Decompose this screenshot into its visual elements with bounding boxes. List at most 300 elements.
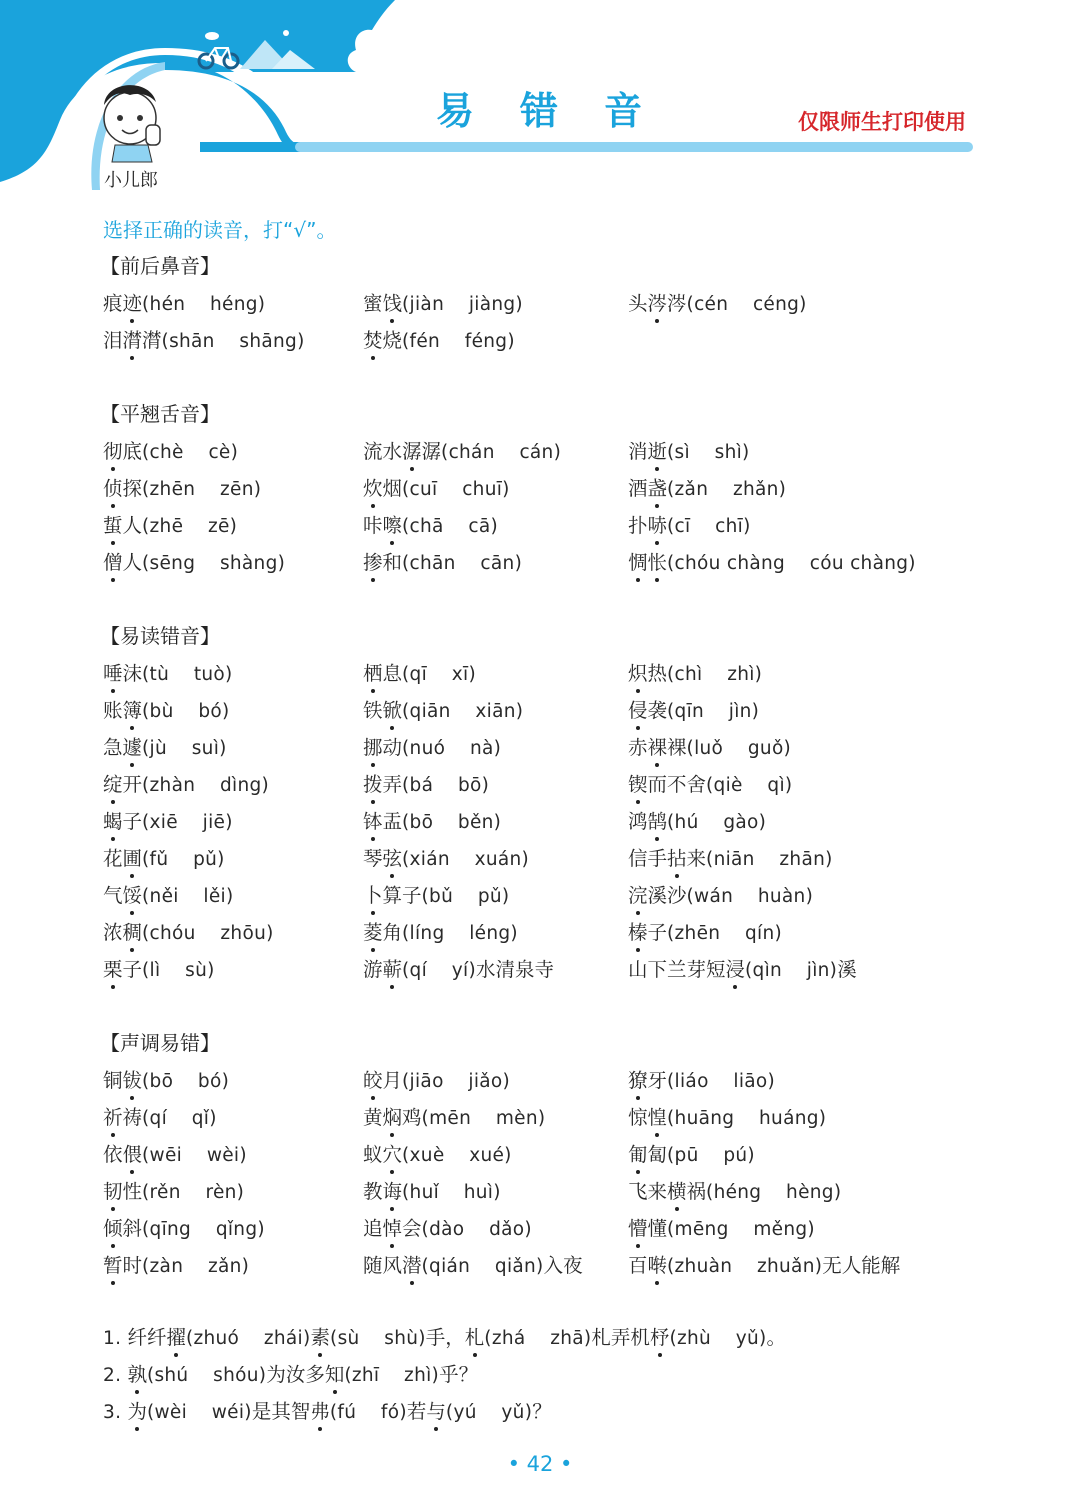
- pinyin-options: (chì zhì): [667, 664, 763, 685]
- word-text: 月: [382, 1069, 403, 1092]
- word-text: 急: [103, 736, 123, 759]
- pronunciation-item[interactable]: [628, 1250, 900, 1278]
- exercise-row: [0, 954, 1080, 991]
- section-title: 【平翘舌音】: [100, 402, 220, 426]
- pinyin-options: (nuó nà): [402, 738, 502, 759]
- pronunciation-item[interactable]: [103, 880, 234, 908]
- dotted-character: 祈: [103, 1106, 123, 1129]
- word-text: 懂: [647, 1217, 668, 1240]
- word-text: 来: [686, 847, 707, 870]
- pinyin-options: (mēng měng): [667, 1219, 815, 1240]
- pronunciation-item[interactable]: [363, 917, 518, 945]
- dotted-character: 匍: [628, 1143, 648, 1166]
- pinyin-options: (liáo liāo): [667, 1071, 776, 1092]
- dotted-character: 擢: [166, 1326, 186, 1349]
- dotted-character: 弗: [310, 1400, 330, 1423]
- word-text: 性: [122, 1180, 143, 1203]
- pronunciation-item[interactable]: [363, 769, 489, 797]
- dotted-character: 獠: [628, 1069, 648, 1092]
- pronunciation-item[interactable]: [363, 1065, 510, 1093]
- dotted-character: 蜇: [103, 514, 123, 537]
- watermark-label: 仅限师生打印使用: [798, 110, 966, 134]
- word-text: 咔: [363, 514, 383, 537]
- word-text: 气: [103, 884, 123, 907]
- pinyin-options: (huǐ huì): [402, 1182, 501, 1203]
- pronunciation-item[interactable]: [103, 1139, 247, 1167]
- dotted-character: 为: [127, 1400, 147, 1423]
- pronunciation-item[interactable]: [628, 954, 857, 982]
- pronunciation-item[interactable]: [103, 436, 238, 464]
- exercise-row: [0, 880, 1080, 917]
- dotted-character: 裸: [647, 736, 668, 759]
- word-text: 铜: [103, 1069, 123, 1092]
- pronunciation-item[interactable]: [103, 732, 227, 760]
- pronunciation-item[interactable]: [363, 325, 515, 353]
- pronunciation-item[interactable]: [363, 954, 554, 982]
- exercise-row: [0, 473, 1080, 510]
- pinyin-options: (fú fó): [329, 1402, 407, 1423]
- pronunciation-item[interactable]: [628, 769, 792, 797]
- word-text: 琴: [363, 847, 383, 870]
- pinyin-options: (chè cè): [142, 442, 239, 463]
- exercise-row: [0, 1250, 1080, 1287]
- word-text: 水清泉寺: [475, 958, 554, 981]
- word-text: 弄: [382, 773, 403, 796]
- word-text: 角: [382, 921, 403, 944]
- pinyin-options: (chān cān): [402, 553, 523, 574]
- exercise-row: [0, 288, 1080, 325]
- word-text: 匐: [647, 1143, 668, 1166]
- pinyin-options: (zàn zǎn): [142, 1256, 250, 1277]
- word-text: 鸿: [628, 810, 648, 833]
- pinyin-options: (chóu chàng cóu chàng): [667, 553, 916, 574]
- pinyin-options: (xiē jiē): [142, 812, 233, 833]
- pinyin-options: (xuè xué): [402, 1145, 512, 1166]
- exercise-row: [0, 1213, 1080, 1250]
- pinyin-options: (chóu zhōu): [142, 923, 274, 944]
- word-text: 子: [122, 810, 143, 833]
- word-text: 祸: [686, 1180, 707, 1203]
- word-text: 入夜: [543, 1254, 583, 1277]
- pronunciation-item[interactable]: [628, 1102, 826, 1130]
- word-text: 惊: [628, 1106, 648, 1129]
- sentence-text: 乎？: [439, 1363, 479, 1386]
- dotted-character: 怅: [647, 551, 668, 574]
- pronunciation-item[interactable]: [103, 547, 285, 575]
- word-text: 烟: [382, 477, 403, 500]
- word-text: 牙: [647, 1069, 668, 1092]
- pronunciation-item[interactable]: [363, 510, 498, 538]
- pinyin-options: (qìn jìn): [745, 960, 838, 981]
- pinyin-options: (sēng shàng): [142, 553, 286, 574]
- sentence-text: ？: [532, 1400, 552, 1423]
- dotted-character: 逝: [647, 440, 668, 463]
- pronunciation-item[interactable]: [363, 436, 561, 464]
- word-text: 和: [382, 551, 403, 574]
- word-text: 底: [122, 440, 143, 463]
- pinyin-options: (zhēn qín): [667, 923, 783, 944]
- word-text: 信手: [628, 847, 668, 870]
- pinyin-options: (jiàn jiàng): [402, 294, 523, 315]
- sentence-number: 1.: [103, 1328, 128, 1349]
- sentence-item[interactable]: [103, 1322, 786, 1350]
- dotted-character: 暂: [103, 1254, 123, 1277]
- dotted-character: 知: [324, 1363, 345, 1386]
- dotted-character: 嚓: [382, 514, 403, 537]
- word-text: 算子: [382, 884, 422, 907]
- pronunciation-item[interactable]: [103, 695, 230, 723]
- dotted-character: 弦: [382, 847, 403, 870]
- word-text: 百: [628, 1254, 648, 1277]
- pronunciation-item[interactable]: [103, 325, 305, 353]
- word-text: 无人能解: [822, 1254, 901, 1277]
- pinyin-options: (zhuó zhái): [185, 1328, 311, 1349]
- pronunciation-item[interactable]: [363, 547, 522, 575]
- word-text: 飞来: [628, 1180, 668, 1203]
- dotted-character: 圃: [122, 847, 143, 870]
- dotted-character: 僧: [103, 551, 123, 574]
- pinyin-options: (wèi wéi): [146, 1402, 252, 1423]
- sentence-text: 手，: [425, 1326, 465, 1349]
- pinyin-options: (qiān xiān): [402, 701, 524, 722]
- word-text: 人: [122, 551, 143, 574]
- pinyin-options: (héng hèng): [706, 1182, 842, 1203]
- word-text: 烧: [382, 329, 403, 352]
- pinyin-options: (tù tuò): [142, 664, 233, 685]
- pronunciation-item[interactable]: [103, 1213, 265, 1241]
- pinyin-options: (qiè qì): [706, 775, 793, 796]
- pronunciation-item[interactable]: [628, 843, 833, 871]
- word-text: 账: [103, 699, 123, 722]
- pronunciation-item[interactable]: [628, 695, 759, 723]
- exercise-row: [0, 510, 1080, 547]
- dotted-character: 焚: [363, 329, 383, 352]
- section-title: 【前后鼻音】: [100, 254, 220, 278]
- pronunciation-item[interactable]: [363, 806, 501, 834]
- dotted-character: 穴: [382, 1143, 403, 1166]
- pronunciation-item[interactable]: [363, 843, 529, 871]
- pronunciation-item[interactable]: [628, 917, 782, 945]
- pronunciation-item[interactable]: [103, 658, 233, 686]
- dotted-character: 菱: [363, 921, 383, 944]
- dotted-character: 侦: [103, 477, 123, 500]
- dotted-character: 惶: [647, 1106, 668, 1129]
- sentence-text: 纤纤: [127, 1326, 167, 1349]
- exercise-row: [0, 1139, 1080, 1176]
- pronunciation-item[interactable]: [628, 436, 750, 464]
- pinyin-options: (bǔ pǔ): [421, 886, 510, 907]
- pronunciation-item[interactable]: [103, 1102, 217, 1130]
- page-header: [0, 0, 1080, 200]
- pronunciation-item[interactable]: [628, 547, 916, 575]
- exercise-row: [0, 843, 1080, 880]
- pinyin-options: (zhēn zēn): [142, 479, 262, 500]
- dotted-character: 皎: [363, 1069, 383, 1092]
- pinyin-options: (zhàn dìng): [142, 775, 270, 796]
- dotted-character: 饯: [382, 292, 403, 315]
- word-text: 袭: [647, 699, 668, 722]
- exercise-row: [0, 695, 1080, 732]
- dotted-character: 惆: [628, 551, 648, 574]
- pinyin-options: (bù bó): [142, 701, 230, 722]
- pinyin-options: (luǒ guǒ): [686, 738, 792, 759]
- pinyin-options: (fǔ pǔ): [142, 849, 225, 870]
- dotted-character: 盏: [647, 477, 668, 500]
- dotted-character: 钵: [363, 810, 383, 833]
- word-text: 消: [628, 440, 648, 463]
- pronunciation-item[interactable]: [628, 510, 751, 538]
- dotted-character: 哧: [647, 514, 668, 537]
- pinyin-options: (yú yǔ): [445, 1402, 533, 1423]
- word-text: 追: [363, 1217, 383, 1240]
- word-text: 息: [382, 662, 403, 685]
- pronunciation-item[interactable]: [363, 288, 523, 316]
- exercise-row: [0, 436, 1080, 473]
- dotted-character: 悼: [382, 1217, 403, 1240]
- pinyin-options: (fén féng): [402, 331, 515, 352]
- dotted-character: 栖: [363, 662, 383, 685]
- sentence-number: 2.: [103, 1365, 128, 1386]
- dotted-character: 涔: [647, 292, 668, 315]
- pinyin-options: (qián qiǎn): [421, 1256, 544, 1277]
- pinyin-options: (líng léng): [402, 923, 518, 944]
- word-text: 蚁: [363, 1143, 383, 1166]
- word-text: 子: [647, 921, 668, 944]
- dotted-character: 孰: [127, 1363, 147, 1386]
- dotted-character: 馁: [122, 884, 143, 907]
- exercise-row: [0, 732, 1080, 769]
- pinyin-options: (hú gào): [667, 812, 767, 833]
- pinyin-options: (qí qǐ): [142, 1108, 217, 1129]
- pinyin-options: (zhī zhì): [344, 1365, 440, 1386]
- dotted-character: 拈: [667, 847, 687, 870]
- word-text: 沫: [122, 662, 143, 685]
- word-text: 潺: [421, 440, 442, 463]
- dotted-character: 掺: [363, 551, 383, 574]
- word-text: 蜜: [363, 292, 383, 315]
- dotted-character: 彻: [103, 440, 123, 463]
- pinyin-options: (zǎn zhǎn): [667, 479, 787, 500]
- sentence-text: 札弄机: [591, 1326, 650, 1349]
- dotted-character: 绽: [103, 773, 123, 796]
- pinyin-options: (qī xī): [402, 664, 476, 685]
- word-text: 热: [647, 662, 668, 685]
- pinyin-options: (lì sù): [142, 960, 215, 981]
- pinyin-options: (bō běn): [402, 812, 502, 833]
- dotted-character: 横: [667, 1180, 687, 1203]
- word-text: 痕: [103, 292, 123, 315]
- pinyin-options: (qí yí): [402, 960, 476, 981]
- dotted-character: 焖: [382, 1106, 403, 1129]
- pinyin-options: (shān shāng): [161, 331, 305, 352]
- pronunciation-item[interactable]: [628, 1213, 815, 1241]
- pronunciation-item[interactable]: [363, 1176, 501, 1204]
- pinyin-options: (zhá zhā): [484, 1328, 592, 1349]
- pronunciation-item[interactable]: [103, 1250, 249, 1278]
- word-text: 流水: [363, 440, 403, 463]
- pronunciation-item[interactable]: [103, 288, 265, 316]
- dotted-character: 钹: [122, 1069, 143, 1092]
- dotted-character: 韧: [103, 1180, 123, 1203]
- pronunciation-item[interactable]: [103, 806, 233, 834]
- word-text: 斜: [122, 1217, 143, 1240]
- pronunciation-item[interactable]: [103, 510, 237, 538]
- word-text: 随风: [363, 1254, 403, 1277]
- pronunciation-item[interactable]: [103, 954, 215, 982]
- dotted-character: 札: [464, 1326, 485, 1349]
- word-text: 花: [103, 847, 123, 870]
- pinyin-options: (qīng qǐng): [142, 1219, 265, 1240]
- instruction-text: 选择正确的读音，打“√”。: [103, 218, 337, 242]
- sentence-text: 为汝多: [266, 1363, 325, 1386]
- pinyin-options: (cī chī): [667, 516, 751, 537]
- exercise-row: [0, 1102, 1080, 1139]
- dotted-character: 偎: [122, 1143, 143, 1166]
- pronunciation-item[interactable]: [628, 806, 766, 834]
- dotted-character: 啭: [647, 1254, 668, 1277]
- dotted-character: 锲: [628, 773, 648, 796]
- word-text: 探: [122, 477, 143, 500]
- pronunciation-item[interactable]: [103, 1065, 229, 1093]
- exercise-row: [0, 658, 1080, 695]
- dotted-character: 懵: [628, 1217, 648, 1240]
- pinyin-options: (zhù yǔ): [669, 1328, 767, 1349]
- dotted-character: 炊: [363, 477, 383, 500]
- word-text: 而不舍: [647, 773, 707, 796]
- sentence-item[interactable]: [103, 1396, 552, 1424]
- word-text: 游: [363, 958, 383, 981]
- pinyin-options: (rěn rèn): [142, 1182, 245, 1203]
- dotted-character: 簿: [122, 699, 143, 722]
- word-text: 头: [628, 292, 648, 315]
- pronunciation-item[interactable]: [103, 1176, 244, 1204]
- word-text: 涔: [667, 292, 687, 315]
- dotted-character: 倾: [103, 1217, 123, 1240]
- pinyin-options: (chā cā): [402, 516, 499, 537]
- word-text: 潸: [142, 329, 162, 352]
- pronunciation-item[interactable]: [628, 1176, 841, 1204]
- pronunciation-item[interactable]: [628, 473, 786, 501]
- word-text: 山下兰芽短: [628, 958, 726, 981]
- pinyin-options: (xián xuán): [402, 849, 530, 870]
- dotted-character: 稠: [122, 921, 143, 944]
- dotted-character: 诲: [382, 1180, 403, 1203]
- exercise-row: [0, 1176, 1080, 1213]
- pronunciation-item[interactable]: [628, 732, 791, 760]
- pronunciation-item[interactable]: [363, 732, 501, 760]
- word-text: 盂: [382, 810, 403, 833]
- pinyin-options: (hén héng): [142, 294, 266, 315]
- pinyin-options: (dào dǎo): [421, 1219, 532, 1240]
- word-text: 会: [402, 1217, 422, 1240]
- dotted-character: 榛: [628, 921, 648, 944]
- pronunciation-item[interactable]: [363, 473, 510, 501]
- dotted-character: 与: [426, 1400, 446, 1423]
- word-text: 子: [122, 958, 143, 981]
- sentence-text: 是其智: [251, 1400, 311, 1423]
- word-text: 扑: [628, 514, 648, 537]
- pinyin-options: (qīn jìn): [667, 701, 760, 722]
- dotted-character: 素: [310, 1326, 331, 1349]
- pronunciation-item[interactable]: [628, 658, 762, 686]
- pronunciation-item[interactable]: [363, 1250, 583, 1278]
- exercise-row: [0, 547, 1080, 584]
- pronunciation-item[interactable]: [628, 288, 807, 316]
- pronunciation-item[interactable]: [103, 769, 269, 797]
- word-text: 酒: [628, 477, 648, 500]
- word-text: 教: [363, 1180, 383, 1203]
- dotted-character: 蕲: [382, 958, 403, 981]
- pinyin-options: (bō bó): [142, 1071, 230, 1092]
- dotted-character: 潺: [402, 440, 422, 463]
- mascot-name: 小儿郎: [104, 170, 158, 191]
- word-text: 时: [122, 1254, 143, 1277]
- dotted-character: 栗: [103, 958, 123, 981]
- pronunciation-item[interactable]: [363, 880, 509, 908]
- pinyin-options: (huāng huáng): [667, 1108, 827, 1129]
- word-text: 祷: [122, 1106, 143, 1129]
- word-text: 人: [122, 514, 143, 537]
- dotted-character: 遽: [122, 736, 143, 759]
- dotted-character: 浣: [628, 884, 648, 907]
- pinyin-options: (něi lěi): [142, 886, 234, 907]
- pronunciation-item[interactable]: [628, 880, 813, 908]
- dotted-character: 潜: [402, 1254, 422, 1277]
- pronunciation-item[interactable]: [363, 1102, 545, 1130]
- pronunciation-item[interactable]: [363, 695, 523, 723]
- dotted-character: 唾: [103, 662, 123, 685]
- dotted-character: 挪: [363, 736, 383, 759]
- pinyin-options: (zhuàn zhuǎn): [667, 1256, 823, 1277]
- pinyin-options: (chán cán): [441, 442, 562, 463]
- pinyin-options: (pū pú): [667, 1145, 755, 1166]
- pinyin-options: (cén céng): [686, 294, 807, 315]
- page-number: • 42 •: [507, 1452, 573, 1476]
- pronunciation-item[interactable]: [103, 917, 274, 945]
- sentence-item[interactable]: [103, 1359, 478, 1387]
- pronunciation-item[interactable]: [363, 1139, 512, 1167]
- dotted-character: 卜: [363, 884, 383, 907]
- word-text: 鸡: [402, 1106, 422, 1129]
- dotted-character: 潸: [122, 329, 143, 352]
- pronunciation-item[interactable]: [363, 658, 476, 686]
- pronunciation-item[interactable]: [363, 1213, 532, 1241]
- sentence-text: 。: [766, 1326, 787, 1349]
- word-text: 溪: [837, 958, 857, 981]
- dotted-character: 锨: [382, 699, 403, 722]
- exercise-row: [0, 1065, 1080, 1102]
- section-title: 【易读错音】: [100, 624, 220, 648]
- word-text: 依: [103, 1143, 123, 1166]
- pinyin-options: (sù shù): [330, 1328, 426, 1349]
- pinyin-options: (mēn mèn): [421, 1108, 546, 1129]
- word-text: 铁: [363, 699, 383, 722]
- pronunciation-item[interactable]: [103, 473, 261, 501]
- exercise-row: [0, 325, 1080, 362]
- pinyin-options: (wán huàn): [686, 886, 814, 907]
- word-text: 动: [382, 736, 403, 759]
- pinyin-options: (cuī chuī): [402, 479, 510, 500]
- pronunciation-item[interactable]: [103, 843, 225, 871]
- pinyin-options: (niān zhān): [706, 849, 833, 870]
- page-title: 易错音: [436, 89, 689, 133]
- pronunciation-item[interactable]: [628, 1065, 775, 1093]
- sentence-text: 若: [406, 1400, 427, 1423]
- dotted-character: 蝎: [103, 810, 123, 833]
- exercise-row: [0, 769, 1080, 806]
- word-text: 裸: [667, 736, 687, 759]
- pronunciation-item[interactable]: [628, 1139, 755, 1167]
